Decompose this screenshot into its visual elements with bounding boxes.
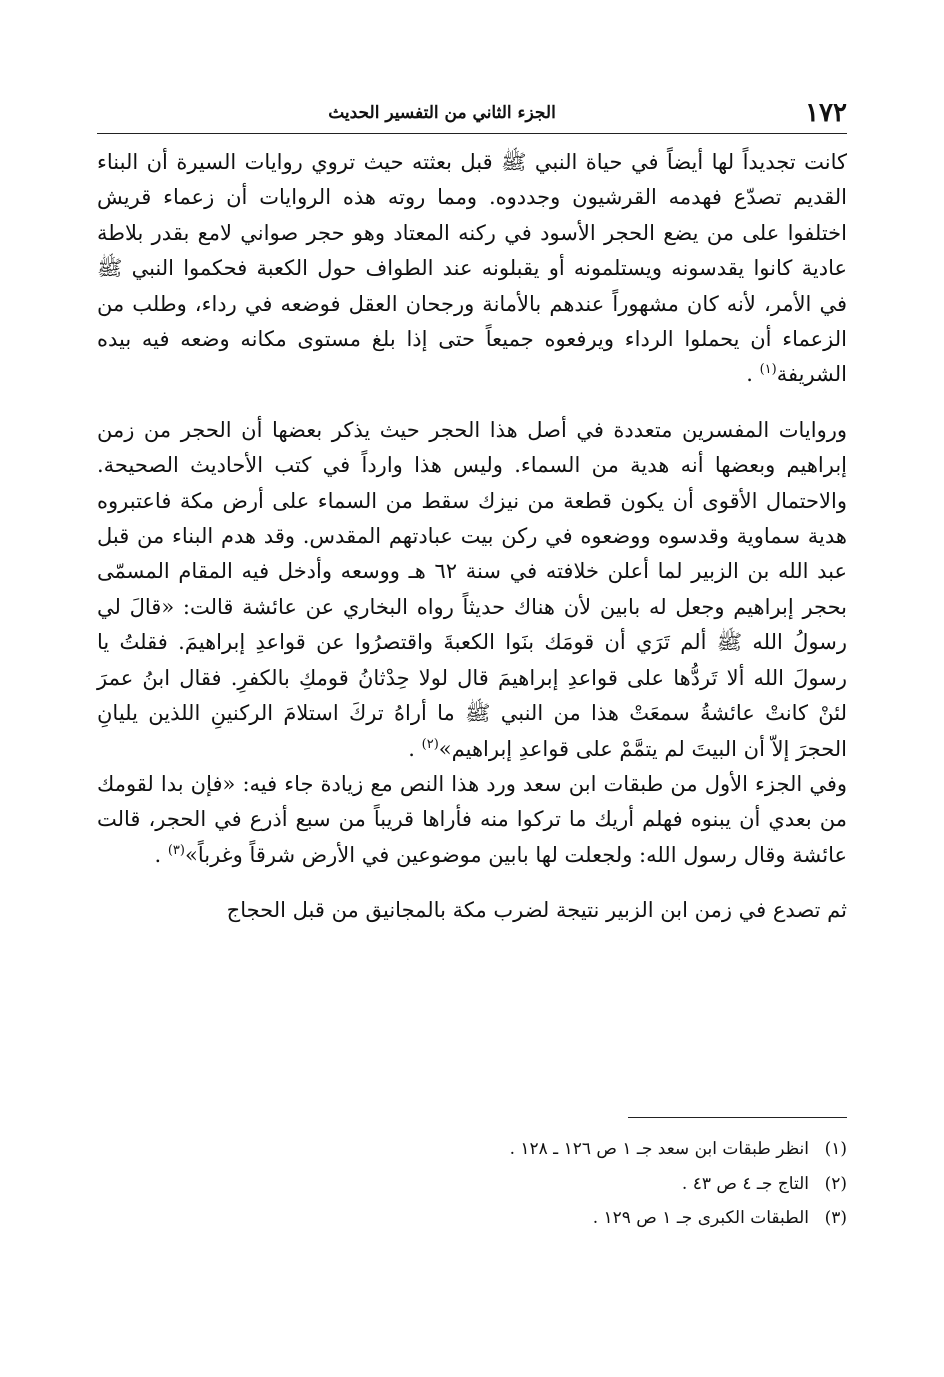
- footnotes: [97, 1132, 847, 1236]
- header-rule: [97, 133, 847, 134]
- paragraph-text: كانت تجديداً لها أيضاً في حياة النبي ﷺ قبل بعثته حيث تروي روايات السيرة أن البناء القديم تصدّع فهدمه القرشيون وجددوه. ومما روته هذه الروايات أن زعماء قريش اختلفوا على من يضع الحجر الأسود في ركنه المعتاد وهو حجر صواني لامع بقدر بلاطة عادية كانوا يقدسونه ويستلمونه أو يقبلونه عند الطواف حول الكعبة فحكموا النبي ﷺ في الأمر، لأنه كان مشهوراً عندهم بالأمانة ورجحان العقل فوضعه في رداء، وطلب من الزعماء أن يحملوا الرداء ويرفعوه جميعاً حتى إذا بلغ مستوى مكانه وضعه فيه بيده الشريفة: [97, 150, 847, 387]
- footnote-number: (١): [824, 1139, 847, 1159]
- footnote-text: الطبقات الكبرى جـ ١ ص ١٢٩ .: [592, 1208, 809, 1229]
- paragraph: [97, 145, 847, 393]
- paragraph: [97, 413, 847, 767]
- page-number: ١٧٢: [805, 98, 847, 128]
- footnote-ref: (٣): [167, 842, 185, 858]
- running-title: الجزء الثاني من التفسير الحديث: [328, 103, 556, 123]
- footnote: [97, 1167, 847, 1202]
- footnote-text: انظر طبقات ابن سعد جـ ١ ص ١٢٦ ـ ١٢٨ .: [509, 1139, 809, 1159]
- paragraph-text: ثم تصدع في زمن ابن الزبير نتيجة لضرب مكة بالمجانيق من قبل الحجاج: [226, 898, 847, 923]
- footnote-ref: (٢): [421, 736, 439, 752]
- paragraph: [97, 767, 847, 873]
- paragraph-tail: .: [408, 736, 415, 761]
- footnote-ref: (١): [759, 362, 777, 378]
- paragraph-text: وروايات المفسرين متعددة في أصل هذا الحجر حيث يذكر بعضها أن الحجر من زمن إبراهيم وبعضها أنه هدية من السماء. وليس هذا وارداً في كتب الأحاديث الصحيحة. والاحتمال الأقوى أن يكون قطعة من نيزك سقط من السماء على أرض مكة فاعتبروه هدية سماوية وقدسوه ووضعوه في ركن بيت عبادتهم المقدس. وقد هدم البناء من قبل عبد الله بن الزبير لما أعلن خلافته في سنة ٦٢ هـ ووسعه وأدخل فيه المقام المسمّى بحجر إبراهيم وجعل له بابين لأن هناك حديثاً رواه البخاري عن عائشة قالت: «قالَ لي رسولُ الله ﷺ ألم تَرَي أن قومَك بنَوا الكعبةَ واقتصرُوا عن قواعدِ إبراهيمَ. فقلتُ يا رسولَ الله ألا تَردُّها على قواعدِ إبراهيمَ قال لولا حِدْثانُ قومكِ بالكفرِ. فقال ابنُ عمرَ لئنْ كانتْ عائشةُ سمعَتْ هذا من النبي ﷺ ما أراهُ تركَ استلامَ الركنينِ اللذين يليانِ الحجرَ إلاّ أن البيتَ لم يتمَّمْ على قواعدِ إبراهيم»: [97, 417, 848, 761]
- paragraph: [97, 893, 847, 928]
- footnote: [97, 1132, 847, 1167]
- footnote-number: (٣): [824, 1208, 847, 1229]
- footnote-text: التاج جـ ٤ ص ٤٣ .: [681, 1173, 809, 1194]
- paragraph-tail: .: [154, 842, 162, 867]
- footnote-number: (٢): [824, 1173, 847, 1194]
- footnote: [97, 1201, 847, 1236]
- page-header: [97, 96, 847, 130]
- paragraph-text: وفي الجزء الأول من طبقات ابن سعد ورد هذا النص مع زيادة جاء فيه: «فإن بدا لقومك من بعدي أن يبنوه فهلم أريك ما تركوا منه فأراها قريباً من سبع أذرع في الحجر، قالت عائشة وقال رسول الله: ولجعلت لها بابين موضوعين في الأرض شرقاً وغرباً»: [97, 771, 847, 867]
- paragraph-tail: .: [746, 362, 753, 387]
- body-text: [97, 145, 847, 929]
- footnote-rule: [628, 1117, 847, 1118]
